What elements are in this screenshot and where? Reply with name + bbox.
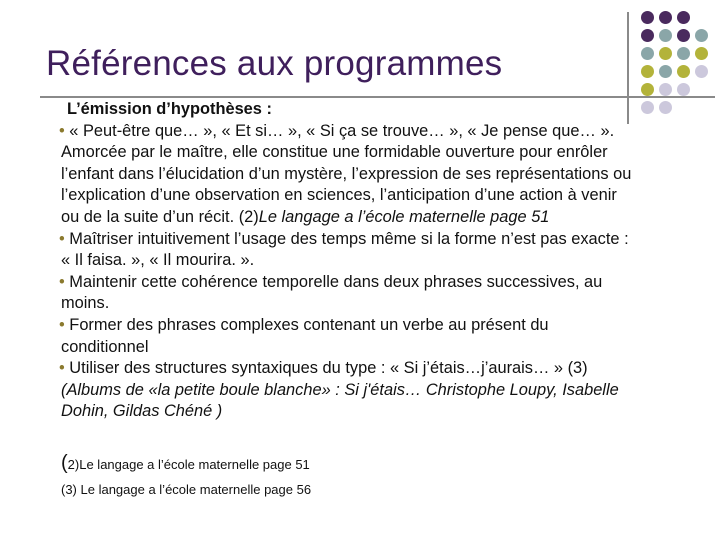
footnote-2: (2)Le langage a l’école maternelle page 51 — [61, 452, 310, 474]
bullet-marker: • — [59, 359, 65, 378]
decorative-dot — [659, 29, 672, 42]
bullet-temps: • Maîtriser intuitivement l’usage des temps même si la forme n’est pas exacte : — [59, 229, 629, 248]
slide-body: L’émission d’hypothèses : • « Peut-être que… », « Et si… », « Si ça se trouve… », « Je pense que… ». Amorcée par le maître, elle constitue une formidable ouverture pour enrôler l’enfant dans l’élucidation d’un mystère, l’expression de ses représentations ou l’explication d’une observation en sciences, l’anticipation d’une action à venir ou de la suite d’un récit. (2)Le langage a l’école maternelle page 51 • Maîtriser intuitivement l’usage des temps même si la forme n’est pas exacte : « Il faisa. », « Il mourira. ». • Maintenir cette cohérence temporelle dans deux phrases successives, au moins. • Former des phrases complexes contenant un verbe au présent du conditionnel • Utiliser des structures syntaxiques du type : « Si j’étais…j’aurais… » (3) (Albums de «la petite boule blanche» : Si j'étais… Christophe Loupy, Isabelle Dohin, Gildas Chéné ) — [61, 99, 701, 423]
album-reference: (Albums de «la petite boule blanche» : Si j'étais… Christophe Loupy, Isabelle — [61, 380, 619, 399]
bullet-hypotheses: • « Peut-être que… », « Et si… », « Si ça se trouve… », « Je pense que… ». — [59, 121, 615, 140]
decorative-dot — [695, 47, 708, 60]
bullet-marker: • — [59, 315, 65, 334]
decorative-dot — [659, 47, 672, 60]
decorative-dot — [659, 11, 672, 24]
decorative-dot — [695, 29, 708, 42]
decorative-dot — [641, 83, 654, 96]
decorative-dot — [641, 47, 654, 60]
bullet-marker: • — [59, 229, 65, 248]
bullet-coherence: • Maintenir cette cohérence temporelle dans deux phrases successives, au — [59, 272, 603, 291]
decorative-dot — [677, 47, 690, 60]
horizontal-divider-line — [40, 96, 715, 98]
footnote-3: (3) Le langage a l’école maternelle page 56 — [61, 482, 312, 497]
decorative-dot — [641, 65, 654, 78]
decorative-dot — [641, 29, 654, 42]
decorative-dot — [695, 65, 708, 78]
bullet-marker: • — [59, 272, 65, 291]
decorative-dot — [677, 29, 690, 42]
source-citation: Le langage a l’école maternelle page 51 — [258, 207, 550, 226]
section-heading: L’émission d’hypothèses : — [67, 100, 272, 118]
bullet-marker: • — [59, 121, 65, 140]
decorative-dot — [677, 65, 690, 78]
bullet-structures: • Utiliser des structures syntaxiques du type : « Si j’étais…j’aurais… » (3) — [59, 359, 588, 378]
slide-title: Références aux programmes — [46, 44, 503, 83]
decorative-dot — [677, 83, 690, 96]
decorative-dot — [659, 65, 672, 78]
decorative-dot — [677, 11, 690, 24]
bullet-phrases: • Former des phrases complexes contenant un verbe au présent du — [59, 315, 549, 334]
decorative-dot — [659, 83, 672, 96]
source-line: ou de la suite d’un récit. (2)Le langage a l’école maternelle page 51 — [61, 207, 550, 226]
footnotes — [61, 450, 311, 498]
decorative-dot — [641, 11, 654, 24]
